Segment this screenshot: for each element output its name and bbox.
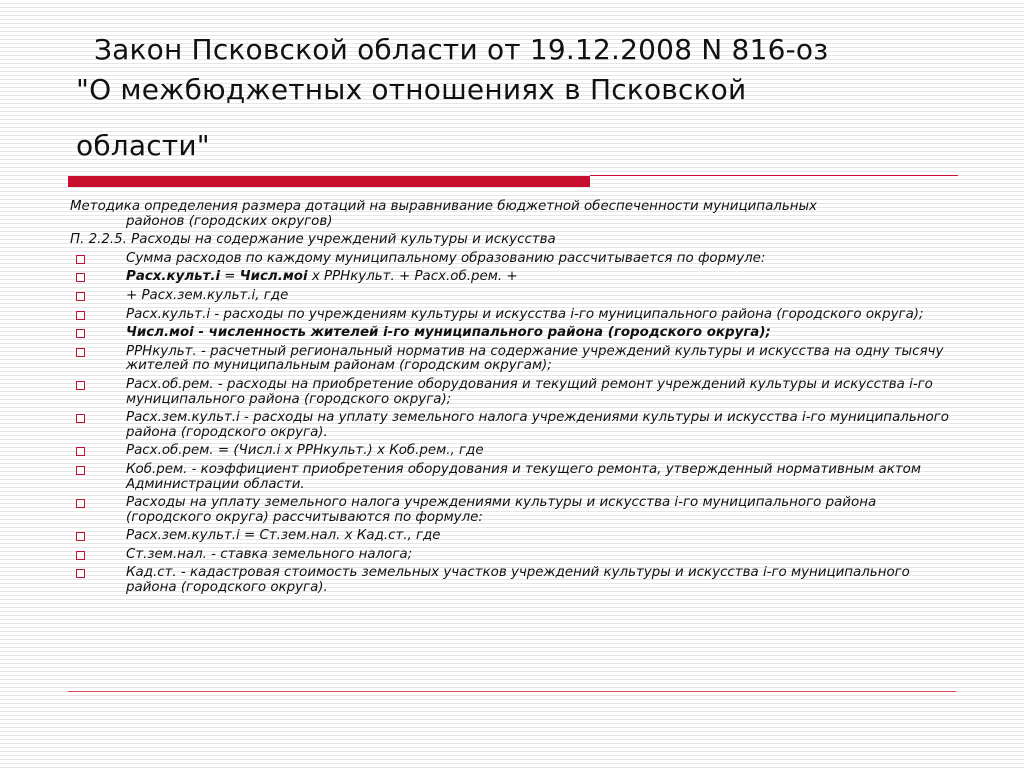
list-item (70, 411, 950, 440)
list-item (70, 529, 950, 544)
formula-term: Расх.культ.i (126, 269, 221, 285)
square-bullet-icon (76, 447, 85, 456)
list-item (70, 326, 950, 341)
list-item (70, 463, 950, 492)
square-bullet-icon (76, 311, 85, 320)
square-bullet-icon (76, 532, 85, 541)
title-accent-bar (68, 176, 590, 187)
bullet-list (70, 252, 950, 596)
list-item (70, 308, 950, 323)
list-item-text: Коб.рем. - коэффициент приобретения оборудования и текущего ремонта, утвержденный нормативным актом Администрации области. (126, 461, 921, 492)
list-item-text: Ст.зем.нал. - ставка земельного налога; (126, 546, 413, 562)
list-item (70, 566, 950, 595)
list-item-text: Расх.об.рем. - расходы на приобретение оборудования и текущий ремонт учреждений культуры и искусства i-го муниципального района (городского округа); (126, 376, 933, 407)
list-item (70, 252, 950, 267)
list-item-text: Кад.ст. - кадастровая стоимость земельных участков учреждений культуры и искусства i-го муниципального района (городского округа). (126, 565, 910, 596)
list-item-text: РРНкульт. - расчетный региональный норматив на содержание учреждений культуры и искусства на одну тысячу жителей по муниципальным районам (городским округам); (126, 343, 944, 374)
formula-operator: = (220, 269, 240, 285)
list-item-text: Расх.зем.культ.i = Ст.зем.нал. х Кад.ст., где (126, 528, 441, 544)
square-bullet-icon (76, 292, 85, 301)
intro-methodology (70, 200, 950, 229)
square-bullet-icon (76, 348, 85, 357)
square-bullet-icon (76, 466, 85, 475)
list-item-text: Расх.об.рем. = (Числ.i х РРНкульт.) х Коб.рем., где (126, 443, 484, 459)
square-bullet-icon (76, 569, 85, 578)
intro-methodology-continuation: районов (городских округов) (126, 213, 333, 229)
list-item (70, 444, 950, 459)
list-item-text: Расх.зем.культ.i - расходы на уплату земельного налога учреждениями культуры и искусства i-го муниципального района (городского округа). (126, 410, 949, 440)
list-item (70, 345, 950, 374)
intro-clause: П. 2.2.5. Расходы на содержание учреждений культуры и искусства (70, 232, 556, 248)
square-bullet-icon (76, 414, 85, 423)
slide-body (70, 200, 950, 600)
square-bullet-icon (76, 381, 85, 390)
list-item-text: Расходы на уплату земельного налога учреждениями культуры и искусства i-го муниципального района (городского округа) рассчитываются по формуле: (126, 495, 877, 525)
list-item-formula (70, 270, 950, 285)
list-item (70, 289, 950, 304)
square-bullet-icon (76, 273, 85, 282)
square-bullet-icon (76, 551, 85, 560)
footer-divider (68, 691, 956, 692)
list-item-text: Числ.мoi - численность жителей i-го муниципального района (городского округа); (126, 325, 771, 341)
list-item (70, 548, 950, 563)
title-accent-line (590, 175, 958, 176)
square-bullet-icon (76, 255, 85, 264)
list-item (70, 378, 950, 407)
formula-remainder: х РРНкульт. + Расх.об.рем. + (307, 269, 518, 285)
intro-methodology-text: Методика определения размера дотаций на выравнивание бюджетной обеспеченности муниципальных (70, 199, 817, 214)
list-item-text: + Расх.зем.культ.i, где (126, 287, 289, 303)
slide-title (76, 30, 956, 166)
title-line-2: "О межбюджетных отношениях в Псковской (76, 73, 747, 106)
list-item (70, 496, 950, 525)
title-line-3: области" (76, 129, 210, 162)
square-bullet-icon (76, 499, 85, 508)
formula-term: Числ.мoi (239, 269, 308, 285)
title-line-1: Закон Псковской области от 19.12.2008 N 816-оз (94, 33, 829, 66)
list-item-text: Сумма расходов по каждому муниципальному образованию рассчитывается по формуле: (126, 250, 766, 266)
square-bullet-icon (76, 329, 85, 338)
list-item-text: Расх.культ.i - расходы по учреждениям культуры и искусства i-го муниципального района (городского округа); (126, 306, 924, 322)
